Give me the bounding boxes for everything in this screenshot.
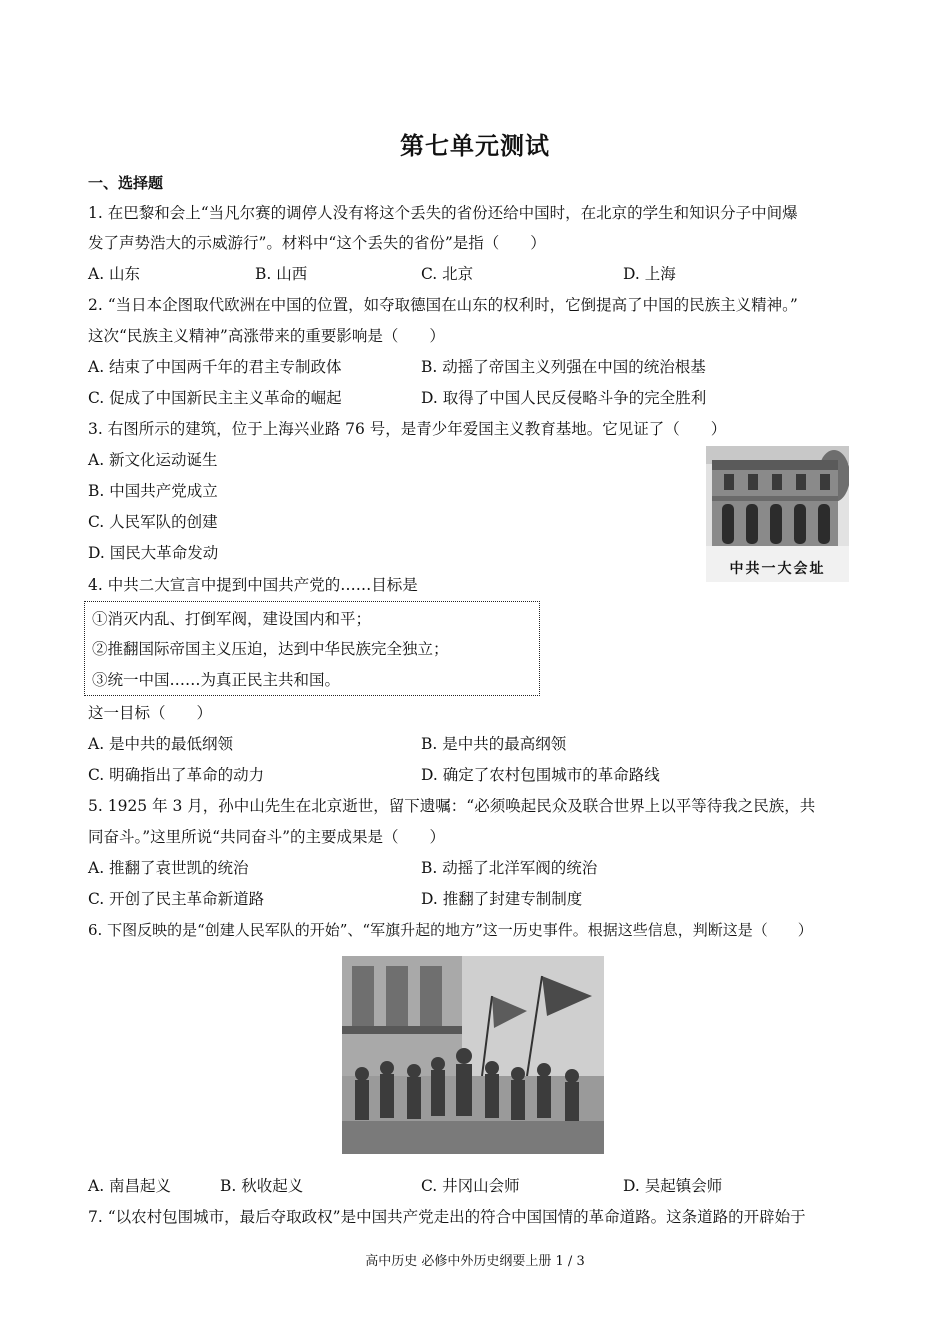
uprising-photo: [342, 956, 604, 1154]
q4-option-a: A. 是中共的最低纲领: [88, 735, 234, 753]
page-title: 第七单元测试: [400, 132, 550, 160]
q6-option-b: B. 秋收起义: [220, 1177, 304, 1195]
q6-option-c: C. 井冈山会师: [421, 1177, 520, 1195]
q1-line1: 1. 在巴黎和会上“当凡尔赛的调停人没有将这个丢失的省份还给中国时，在北京的学生和知识分子中间爆: [88, 204, 798, 222]
q2-line2: 这次“民族主义精神”高涨带来的重要影响是（ ）: [88, 327, 445, 345]
q2-option-c: C. 促成了中国新民主主义革命的崛起: [88, 389, 342, 407]
q7-line1: 7. “以农村包围城市，最后夺取政权”是中国共产党走出的符合中国国情的革命道路。这条道路的开辟始于: [88, 1208, 806, 1226]
q6-line1: 6. 下图反映的是“创建人民军队的开始”、“军旗升起的地方”这一历史事件。根据这些信息，判断这是（ ）: [88, 921, 813, 939]
q1-option-d: D. 上海: [623, 265, 676, 283]
q4-box-item-1: ①消灭内乱、打倒军阀，建设国内和平；: [92, 610, 372, 628]
uprising-illustration: [342, 956, 604, 1154]
q6-option-a: A. 南昌起义: [88, 1177, 172, 1195]
q2-line1: 2. “当日本企图取代欧洲在中国的位置，如夺取德国在山东的权利时，它倒提高了中国的民族主义精神。”: [88, 296, 798, 314]
building-photo: [706, 446, 849, 582]
q4-option-c: C. 明确指出了革命的动力: [88, 766, 265, 784]
q1-line2: 发了声势浩大的示威游行”。材料中“这个丢失的省份”是指（ ）: [88, 234, 546, 252]
q4-box-item-2: ②推翻国际帝国主义压迫，达到中华民族完全独立；: [92, 640, 449, 658]
q4-line2: 这一目标（ ）: [88, 704, 213, 722]
q1-option-a: A. 山东: [88, 265, 141, 283]
q3-line1: 3. 右图所示的建筑，位于上海兴业路 76 号，是青少年爱国主义教育基地。它见证了（ ）: [88, 420, 727, 438]
q2-option-a: A. 结束了中国两千年的君主专制政体: [88, 358, 342, 376]
q4-box-item-3: ③统一中国……为真正民主共和国。: [92, 671, 341, 689]
q3-option-b: B. 中国共产党成立: [88, 482, 218, 500]
page-footer: 高中历史 必修中外历史纲要上册 1 / 3: [365, 1254, 585, 1269]
q5-option-b: B. 动摇了北洋军阀的统治: [421, 859, 598, 877]
q4-option-d: D. 确定了农村包围城市的革命路线: [421, 766, 660, 784]
q6-option-d: D. 吴起镇会师: [623, 1177, 723, 1195]
q3-option-a: A. 新文化运动诞生: [88, 451, 218, 469]
q5-line2: 同奋斗。”这里所说“共同奋斗”的主要成果是（ ）: [88, 828, 446, 846]
q2-option-d: D. 取得了中国人民反侵略斗争的完全胜利: [421, 389, 707, 407]
q1-option-c: C. 北京: [421, 265, 474, 283]
q1-option-b: B. 山西: [255, 265, 308, 283]
q5-option-c: C. 开创了民主革命新道路: [88, 890, 265, 908]
building-caption: 中共一大会址: [729, 561, 826, 577]
q4-line1: 4. 中共二大宣言中提到中国共产党的……目标是: [88, 576, 418, 594]
q5-option-d: D. 推翻了封建专制制度: [421, 890, 583, 908]
q4-option-b: B. 是中共的最高纲领: [421, 735, 567, 753]
q5-option-a: A. 推翻了袁世凯的统治: [88, 859, 249, 877]
q5-line1: 5. 1925 年 3 月，孙中山先生在北京逝世，留下遗嘱：“必须唤起民众及联合世界上以平等待我之民族，共: [88, 797, 816, 815]
q2-option-b: B. 动摇了帝国主义列强在中国的统治根基: [421, 358, 706, 376]
q3-option-c: C. 人民军队的创建: [88, 513, 218, 531]
section-heading: 一、选择题: [88, 174, 164, 192]
q3-option-d: D. 国民大革命发动: [88, 544, 219, 562]
